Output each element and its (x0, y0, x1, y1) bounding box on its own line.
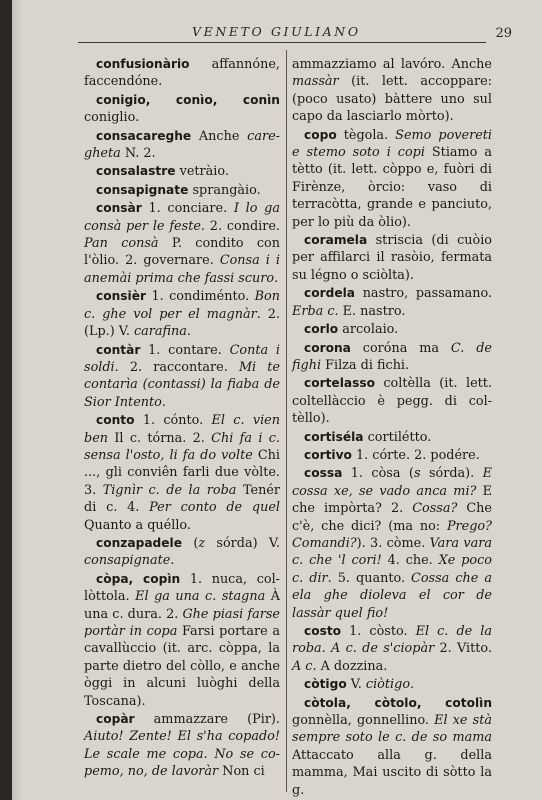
entry-definition-text: E che impòrta? 2. (292, 483, 492, 517)
entry-definition-text: affannóne, faccendóne. (84, 57, 280, 90)
dictionary-entry (292, 232, 492, 284)
entry-example-text: Conta i soldi (84, 342, 280, 375)
entry-example-text: Xe poco c. dir (292, 553, 492, 586)
entry-definition-text: . (170, 553, 175, 569)
entry-example-text: Vara vara c. che 'l cori! (292, 535, 492, 569)
entry-definition-text: A dozzina. (316, 658, 388, 674)
entry-definition-text: coltèlla (it. lett. coltellàccio è pegg. di coltèllo). (292, 376, 492, 427)
dictionary-entry (84, 163, 280, 180)
entry-example-text: Chi fa i c. sensa l'osto, li fa do volte (84, 430, 280, 463)
entry-definition-text: striscia (di cuòio per affilarci il rasòio, fermata su légno o sciòlta). (292, 233, 492, 283)
entry-definition-text: . 2. raccontare. (114, 359, 239, 375)
entry-example-text: Consa i i anemài prima che fassi scuro (84, 253, 280, 286)
entry-example-text: Erba c. (292, 303, 339, 319)
entry-example-text: caregheta (84, 128, 280, 162)
entry-headword: consàr (96, 201, 142, 216)
entry-definition-text: ( (181, 535, 199, 551)
entry-headword: cordela (304, 286, 355, 301)
entry-definition-text: . (161, 394, 166, 410)
entry-headword: consièr (96, 289, 146, 304)
entry-definition-text: 2. Vitto. (434, 641, 492, 657)
page-header (12, 22, 542, 44)
entry-definition-text: 1. contare. (140, 342, 230, 358)
entry-definition-text: ammazziamo al lavóro. Anche (292, 57, 492, 72)
dictionary-entry (84, 711, 280, 781)
entry-definition-text: sórda). (420, 466, 483, 482)
entry-definition-text: cortilétto. (363, 429, 432, 445)
entry-headword: copo (304, 127, 337, 142)
entry-headword: còtola, còtolo, cotolìn (304, 695, 492, 710)
dictionary-entry (292, 56, 492, 126)
entry-example-text: Pan consà (84, 236, 159, 252)
entry-definition-text: 1. condiménto. (145, 289, 255, 305)
entry-definition-text: . 2. (Lp.) V. (84, 306, 280, 340)
entry-definition-text: Anche (191, 128, 248, 144)
entry-definition-text: (it. lett. accoppare: (poco usato) bàttere uno sul capo da lasciarlo mòrto). (292, 74, 492, 125)
entry-example-text: Ghe piasi farse portàr in copa (84, 606, 281, 639)
entry-headword: coramela (304, 233, 368, 248)
entry-definition-text: 4. che. (381, 553, 439, 569)
dictionary-entry (292, 465, 492, 622)
entry-headword: consacareghe (96, 128, 192, 143)
entry-definition-text: Stiamo a tètto (it. lett. còppo e, fuòri di Firènze, òrcio: vaso di terracòtta, grande e panciuto, per lo più da òlio). (292, 145, 492, 230)
dictionary-entry (292, 447, 492, 464)
dictionary-entry (292, 375, 492, 427)
entry-definition-text: Farsi portare a cavallùccio (it. arc. còppa, la parte dietro del còllo, e anche òggi in alcuni luòghi della Toscana). (84, 624, 280, 709)
entry-definition-text: N. 2. (120, 146, 156, 162)
entry-headword: costo (304, 624, 342, 638)
entry-headword: confusionàrio (96, 57, 190, 71)
entry-definition-text: Attaccato alla g. della mamma, Mai uscito di sòtto la g. (292, 747, 492, 798)
column-divider (286, 50, 287, 792)
entry-definition-text: gonnèlla, gonnellino. (292, 713, 435, 729)
dictionary-entry (292, 429, 492, 446)
dictionary-entry (292, 285, 492, 320)
dictionary-entry (84, 535, 280, 570)
entry-definition-text: coniglio. (84, 110, 140, 126)
entry-example-text: I lo ga consà per le feste (84, 201, 280, 234)
dictionary-entry (84, 571, 280, 710)
dictionary-entry (292, 695, 492, 799)
dictionary-entry (292, 321, 492, 338)
entry-definition-text: ammazzare (Pir). (134, 712, 280, 728)
entry-headword: còpa, copìn (96, 571, 181, 586)
entry-definition-text: Chi ..., gli conviên farli due vòlte. 3. (84, 447, 281, 498)
entry-definition-text: . (186, 324, 191, 340)
entry-example-text: ciòtigo (365, 677, 411, 693)
entry-definition-text: 1. còsto. (341, 624, 416, 639)
entry-headword: cortivo (304, 447, 352, 462)
page-number: 29 (495, 26, 512, 41)
dictionary-entry (292, 676, 492, 693)
entry-example-text: El xe stà sempre soto le c. de so mama (292, 713, 492, 746)
entry-definition-text: E. nastro. (338, 303, 406, 319)
entry-definition-text: ). 3. còme. (356, 535, 430, 551)
entry-example-text: Mi te contarìa (contassi) la fiaba de Sior Intento (84, 359, 280, 410)
entry-headword: corona (304, 340, 351, 355)
dictionary-entry (84, 56, 280, 91)
entry-headword: còtigo (304, 677, 347, 692)
entry-definition-text: Non ci (218, 764, 265, 780)
entry-example-text: consapignate (84, 553, 171, 569)
entry-definition-text: tègola. (336, 127, 396, 143)
entry-headword: cortiséla (304, 429, 364, 444)
entry-definition-text: V. (346, 677, 366, 693)
entry-headword: cortelasso (304, 376, 375, 391)
entry-example-text: C. de fighi (292, 340, 492, 373)
entry-headword: corlo (304, 322, 339, 337)
entry-definition-text: Filza di fichi. (321, 357, 410, 373)
entry-example-text: A c. (292, 658, 317, 674)
dictionary-entry (84, 200, 280, 287)
entry-definition-text: vetràio. (175, 164, 229, 180)
left-column (84, 56, 280, 781)
dictionary-page (12, 0, 542, 800)
entry-definition-text: 1. cónto. (134, 413, 212, 429)
header-rule (78, 42, 486, 43)
entry-example-text: massàr (292, 74, 339, 90)
entry-definition-text: 1. nuca, collòttola. (84, 571, 280, 605)
entry-headword: copàr (96, 712, 135, 727)
entry-definition-text: 1. conciare. (141, 201, 234, 217)
right-column (292, 56, 492, 799)
entry-example-text: Cossa? (412, 501, 458, 517)
running-title: VENETO GIULIANO (192, 24, 361, 39)
entry-definition-text: sprangàio. (188, 182, 261, 198)
entry-definition-text: Il c. tórna. 2. (108, 430, 212, 446)
entry-definition-text: . 2. condire. (200, 218, 280, 234)
entry-example-text: Bon c. ghe vol per el magnàr (84, 289, 280, 322)
entry-example-text: El ga una c. stagna (135, 589, 266, 605)
entry-example-text: El c. vien ben (84, 413, 280, 446)
entry-headword: consalastre (96, 164, 176, 179)
entry-example-text: Semo povereti e stemo soto i copi (292, 127, 493, 161)
entry-example-text: Prego? Comandi? (292, 518, 492, 551)
entry-headword: conto (96, 413, 135, 428)
entry-definition-text: 1. córte. 2. podére. (351, 447, 480, 463)
entry-headword: consapignate (96, 182, 189, 197)
entry-definition-text: Che c'è, che dici? (ma no: (292, 501, 492, 534)
entry-example-text: s (413, 466, 421, 482)
dictionary-entry (84, 342, 280, 412)
dictionary-entry (84, 128, 280, 163)
entry-definition-text: À una c. dura. 2. (84, 589, 280, 622)
entry-definition-text: . (274, 270, 279, 286)
entry-headword: contàr (96, 342, 141, 357)
entry-definition-text: . 5. quanto. (327, 570, 412, 586)
dictionary-entry (84, 182, 280, 199)
entry-example-text: carafina (133, 324, 187, 340)
entry-example-text: Cossa che a ela ghe dioleva el cor de lassàr quel fio! (292, 570, 492, 621)
entry-definition-text: P. condito con l'òlio. 2. governare. (84, 236, 280, 269)
entry-headword: cossa (304, 466, 343, 481)
entry-example-text: El c. de la roba. A c. de s'ciopàr (292, 624, 492, 657)
dictionary-entry (292, 127, 492, 231)
entry-definition-text: coróna ma (350, 340, 451, 356)
entry-example-text: Tignìr c. de la roba (102, 482, 237, 498)
entry-definition-text: Tenér di c. 4. (84, 482, 280, 516)
entry-definition-text: arcolaio. (338, 322, 399, 338)
entry-definition-text: nastro, passamano. (355, 286, 492, 302)
dictionary-entry (84, 92, 280, 127)
dictionary-entry (84, 412, 280, 534)
entry-example-text: Per conto de quel (149, 500, 280, 516)
dictionary-entry (84, 288, 280, 340)
entry-example-text: Aiuto! Zente! El s'ha copado! Le scale me copa. No se copemo, no, de lavoràr (84, 729, 280, 780)
entry-definition-text: sórda) V. (205, 535, 280, 551)
entry-definition-text: 1. còsa ( (342, 466, 414, 482)
entry-example-text: E cossa xe, se vado anca mi? (292, 466, 493, 499)
entry-headword: conigio, conìo, conìn (96, 92, 280, 107)
entry-definition-text: . (410, 677, 415, 693)
dictionary-entry (292, 340, 492, 375)
dictionary-entry (292, 623, 492, 675)
entry-example-text: z (198, 535, 206, 551)
entry-headword: conzapadele (96, 535, 182, 550)
entry-definition-text: Quanto a quéllo. (84, 517, 191, 533)
